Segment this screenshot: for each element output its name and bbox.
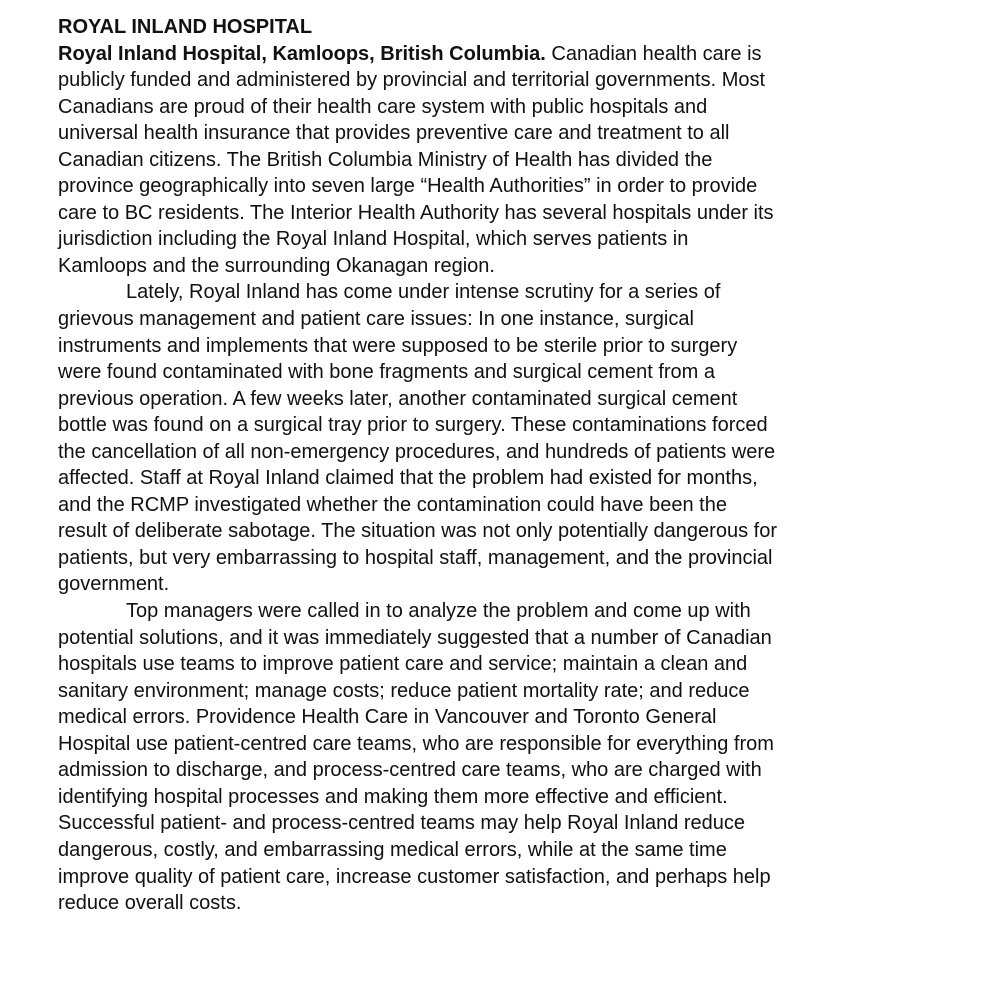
text-line: bottle was found on a surgical tray prior to surgery. These contaminations forced (58, 414, 768, 437)
text-line: result of deliberate sabotage. The situation was not only potentially dangerous for (58, 520, 777, 543)
text-line: and the RCMP investigated whether the contamination could have been the (58, 493, 727, 516)
text-line: universal health insurance that provides preventive care and treatment to all (58, 122, 730, 145)
text-line: improve quality of patient care, increase customer satisfaction, and perhaps help (58, 865, 771, 888)
text-line: sanitary environment; manage costs; reduce patient mortality rate; and reduce (58, 679, 750, 702)
text-line: Hospital use patient-centred care teams, who are responsible for everything from (58, 732, 774, 755)
text-line: care to BC residents. The Interior Health Authority has several hospitals under its (58, 201, 774, 224)
text-line: identifying hospital processes and making them more effective and efficient. (58, 785, 728, 808)
document (58, 14, 777, 917)
lead-line (58, 41, 777, 68)
text-line: grievous management and patient care issues: In one instance, surgical (58, 308, 694, 331)
text-line: previous operation. A few weeks later, another contaminated surgical cement (58, 387, 738, 410)
text-line: were found contaminated with bone fragments and surgical cement from a (58, 361, 716, 384)
text-line: affected. Staff at Royal Inland claimed that the problem had existed for months, (58, 467, 758, 490)
text-line: the cancellation of all non-emergency procedures, and hundreds of patients were (58, 440, 776, 463)
text-line: hospitals use teams to improve patient care and service; maintain a clean and (58, 653, 748, 676)
text-line: Canadian citizens. The British Columbia Ministry of Health has divided the (58, 148, 713, 171)
text-line: government. (58, 573, 170, 596)
text-line: Top managers were called in to analyze the problem and come up with (126, 600, 751, 623)
text-line: Canadians are proud of their health care system with public hospitals and (58, 95, 708, 118)
paragraph (58, 279, 777, 598)
paragraph (58, 598, 777, 917)
paragraph (58, 67, 777, 279)
text-line: jurisdiction including the Royal Inland Hospital, which serves patients in (58, 228, 689, 251)
text-line: province geographically into seven large “Health Authorities” in order to provide (58, 175, 758, 198)
lead-rest-text: Canadian health care is (545, 42, 762, 65)
text-line: admission to discharge, and process-centred care teams, who are charged with (58, 759, 762, 782)
text-line: Lately, Royal Inland has come under intense scrutiny for a series of (126, 281, 721, 304)
text-line: Successful patient- and process-centred teams may help Royal Inland reduce (58, 812, 746, 835)
document-title: ROYAL INLAND HOSPITAL (58, 16, 313, 38)
text-line: publicly funded and administered by provincial and territorial governments. Most (58, 69, 766, 92)
text-line: dangerous, costly, and embarrassing medical errors, while at the same time (58, 838, 727, 861)
body-text (58, 67, 777, 917)
text-line: reduce overall costs. (58, 892, 242, 915)
text-line: Kamloops and the surrounding Okanagan region. (58, 254, 495, 277)
text-line: potential solutions, and it was immediately suggested that a number of Canadian (58, 626, 772, 649)
text-line: instruments and implements that were supposed to be sterile prior to surgery (58, 334, 738, 357)
lead-bold-text: Royal Inland Hospital, Kamloops, British Columbia. (58, 42, 546, 65)
text-line: patients, but very embarrassing to hospital staff, management, and the provincial (58, 546, 773, 569)
text-line: medical errors. Providence Health Care in Vancouver and Toronto General (58, 706, 717, 729)
